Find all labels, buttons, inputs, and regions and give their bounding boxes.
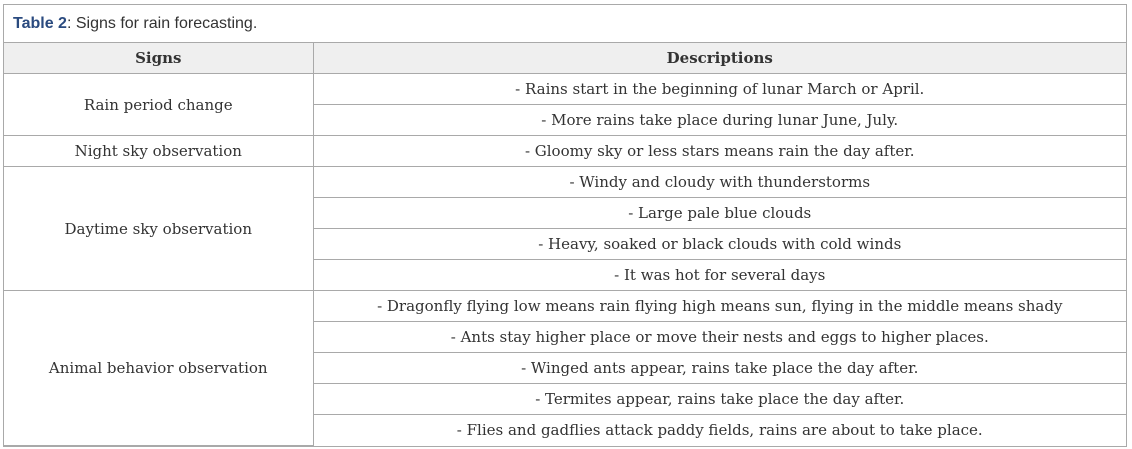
description-cell: - More rains take place during lunar June, July.: [313, 105, 1126, 136]
table-caption-label: Table 2: [13, 15, 67, 32]
description-cell: - It was hot for several days: [313, 260, 1126, 291]
description-cell: - Flies and gadflies attack paddy fields, rains are about to take place.: [313, 415, 1126, 446]
header-descriptions: Descriptions: [313, 43, 1126, 74]
table-row: [4, 136, 1126, 167]
sign-cell: Daytime sky observation: [4, 167, 313, 291]
description-cell: - Heavy, soaked or black clouds with cold winds: [313, 229, 1126, 260]
table-caption: [4, 5, 1126, 43]
table-row: [4, 167, 1126, 198]
description-cell: - Large pale blue clouds: [313, 198, 1126, 229]
sign-cell: Animal behavior observation: [4, 291, 313, 446]
table-row: [4, 74, 1126, 105]
description-cell: - Termites appear, rains take place the day after.: [313, 384, 1126, 415]
description-cell: - Ants stay higher place or move their nests and eggs to higher places.: [313, 322, 1126, 353]
signs-table: [4, 43, 1126, 446]
table-row: [4, 291, 1126, 322]
description-cell: - Winged ants appear, rains take place the day after.: [313, 353, 1126, 384]
description-cell: - Windy and cloudy with thunderstorms: [313, 167, 1126, 198]
description-cell: - Dragonfly flying low means rain flying high means sun, flying in the middle means shady: [313, 291, 1126, 322]
sign-cell: Night sky observation: [4, 136, 313, 167]
description-cell: - Gloomy sky or less stars means rain the day after.: [313, 136, 1126, 167]
header-row: [4, 43, 1126, 74]
description-cell: - Rains start in the beginning of lunar March or April.: [313, 74, 1126, 105]
header-signs: Signs: [4, 43, 313, 74]
table-container: [3, 4, 1127, 447]
table-caption-text: : Signs for rain forecasting.: [66, 15, 258, 32]
sign-cell: Rain period change: [4, 74, 313, 136]
